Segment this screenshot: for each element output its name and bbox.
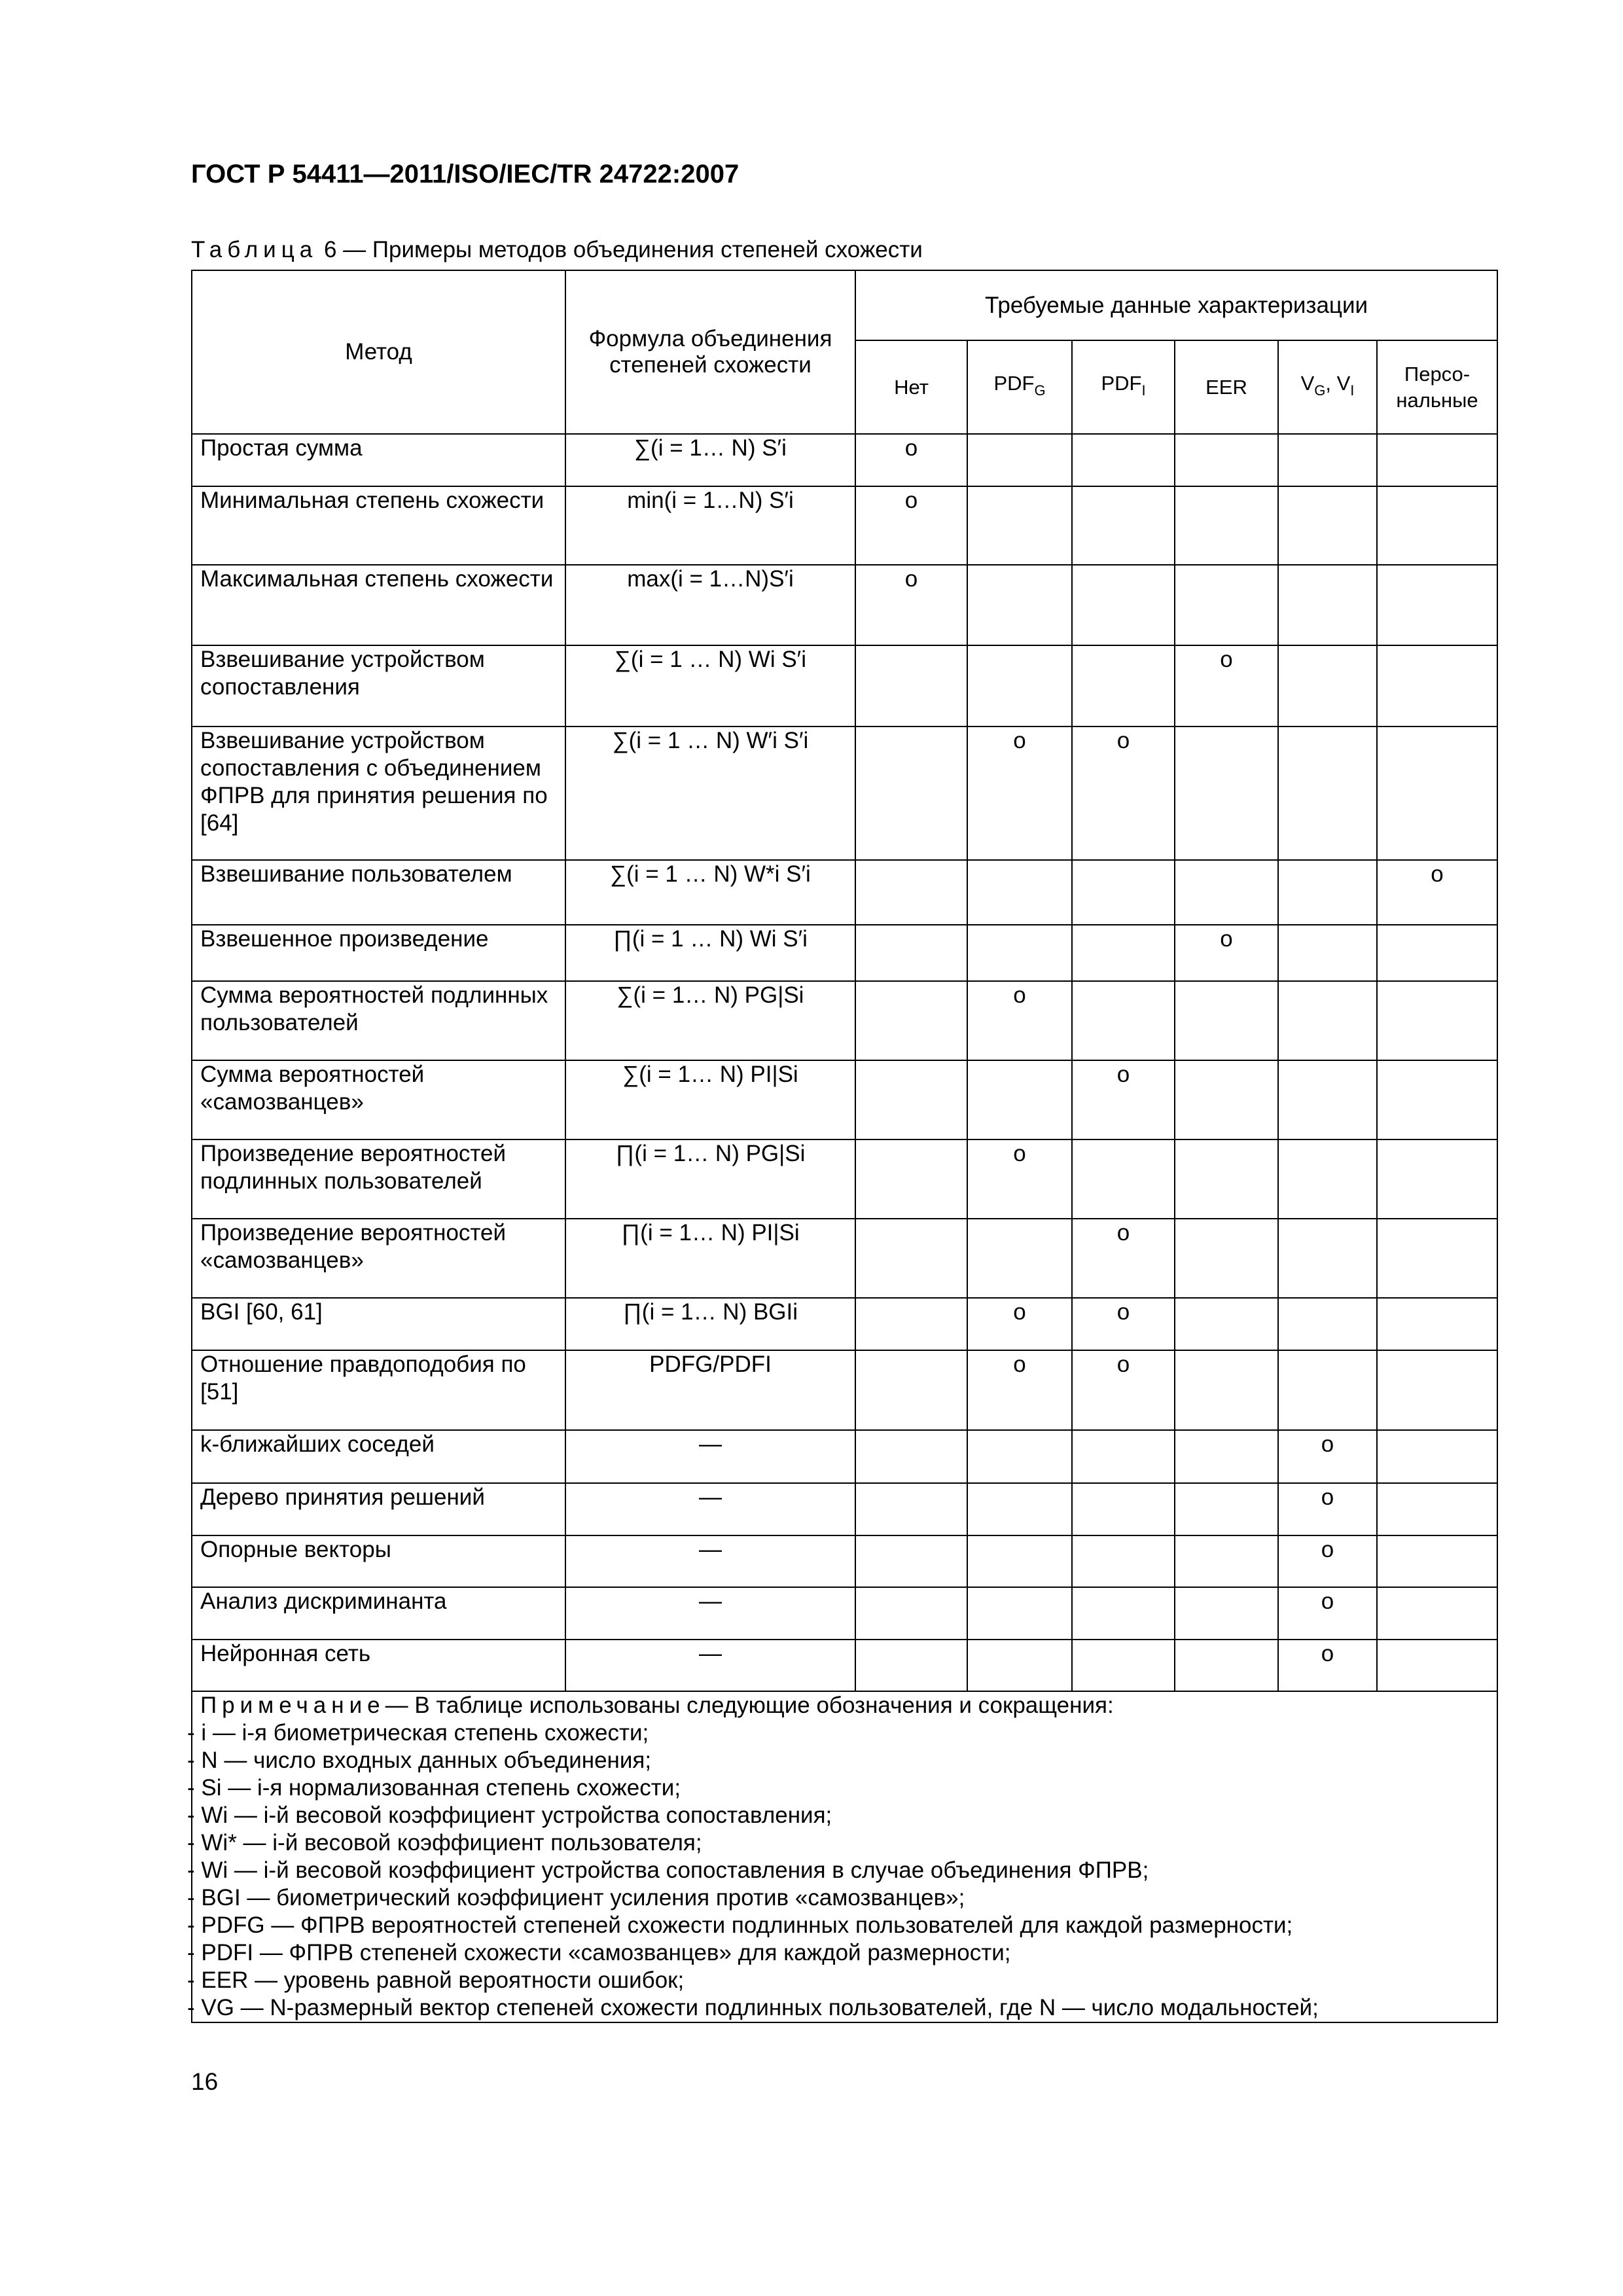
- mark-cell: [1072, 1587, 1175, 1640]
- formula-cell: max(i = 1…N)S′i: [565, 565, 855, 645]
- note-item: - Si — i-я нормализованная степень схожести;: [187, 1775, 681, 1801]
- note-item: - VG — N-размерный вектор степеней схожести подлинных пользователей, где N — число модальностей;: [187, 1995, 1319, 2020]
- mark-cell: [1072, 434, 1175, 486]
- note-intro: — В таблице использованы следующие обозначения и сокращения:: [385, 1693, 1114, 1718]
- note-list: [187, 1719, 1489, 2022]
- formula-cell: PDFG/PDFI: [565, 1350, 855, 1430]
- mark-cell: [967, 565, 1072, 645]
- table-body: [192, 434, 1497, 1691]
- table-row: [192, 1350, 1497, 1430]
- note-item: - Wi — i-й весовой коэффициент устройства сопоставления;: [187, 1803, 832, 1828]
- table-row: [192, 1139, 1497, 1219]
- method-cell: Сумма вероятностей «самозванцев»: [192, 1060, 565, 1139]
- fusion-methods-table: [187, 270, 1498, 2023]
- mark-cell: [855, 1587, 967, 1640]
- mark-cell: [1377, 1219, 1497, 1298]
- mark-cell: [1175, 1483, 1278, 1535]
- mark-cell: [1175, 565, 1278, 645]
- mark-cell: o: [1278, 1640, 1377, 1691]
- mark-cell: o: [967, 1298, 1072, 1350]
- formula-cell: ∑(i = 1 … N) W′i S′i: [565, 726, 855, 860]
- mark-cell: [967, 1219, 1072, 1298]
- note-item: - PDFI — ФПРВ степеней схожести «самозванцев» для каждой размерности;: [187, 1940, 1011, 1965]
- method-cell: Взвешенное произведение: [192, 925, 565, 981]
- method-cell: Нейронная сеть: [192, 1640, 565, 1691]
- table-row: [192, 1535, 1497, 1587]
- mark-cell: [1377, 925, 1497, 981]
- mark-cell: [967, 1060, 1072, 1139]
- mark-cell: [1072, 1535, 1175, 1587]
- table-row: [192, 1483, 1497, 1535]
- table-caption: [191, 237, 923, 263]
- table-row: [192, 486, 1497, 565]
- mark-cell: [1278, 645, 1377, 726]
- mark-cell: [1175, 1219, 1278, 1298]
- table-caption-label: Таблица: [191, 237, 318, 262]
- mark-cell: [1278, 1139, 1377, 1219]
- note-item: - BGI — биометрический коэффициент усиления против «самозванцев»;: [187, 1885, 965, 1910]
- method-cell: Анализ дискриминанта: [192, 1587, 565, 1640]
- table-row: [192, 860, 1497, 925]
- mark-cell: [1278, 1060, 1377, 1139]
- table-row: [192, 434, 1497, 486]
- mark-cell: [1175, 1060, 1278, 1139]
- column-header-pdfg: $PDF_G$: [967, 340, 1072, 434]
- table-row: [192, 645, 1497, 726]
- mark-cell: [1072, 486, 1175, 565]
- note-heading: [200, 1692, 1489, 1719]
- mark-cell: [1072, 981, 1175, 1060]
- mark-cell: [1377, 1587, 1497, 1640]
- mark-cell: [1175, 860, 1278, 925]
- column-header-method: Метод: [192, 270, 565, 434]
- mark-cell: [1175, 434, 1278, 486]
- mark-cell: [1072, 565, 1175, 645]
- method-cell: Простая сумма: [192, 434, 565, 486]
- note-item: - Wi — i-й весовой коэффициент устройства сопоставления в случае объединения ФПРВ;: [187, 1857, 1149, 1883]
- formula-cell: ∑(i = 1 … N) W*i S′i: [565, 860, 855, 925]
- mark-cell: o: [967, 1139, 1072, 1219]
- mark-cell: o: [855, 486, 967, 565]
- note-item: - i — i-я биометрическая степень схожести;: [187, 1720, 649, 1746]
- table-row: [192, 1298, 1497, 1350]
- mark-cell: [1072, 1483, 1175, 1535]
- formula-cell: —: [565, 1640, 855, 1691]
- mark-cell: [1377, 726, 1497, 860]
- mark-cell: o: [1278, 1587, 1377, 1640]
- formula-cell: ∏(i = 1… N) PI|Si: [565, 1219, 855, 1298]
- mark-cell: [855, 1483, 967, 1535]
- mark-cell: o: [967, 1350, 1072, 1430]
- mark-cell: [967, 1430, 1072, 1483]
- mark-cell: [1377, 1139, 1497, 1219]
- mark-cell: o: [1175, 645, 1278, 726]
- method-cell: BGI [60, 61]: [192, 1298, 565, 1350]
- table-row: [192, 1640, 1497, 1691]
- formula-cell: ∏(i = 1 … N) Wi S′i: [565, 925, 855, 981]
- mark-cell: [967, 860, 1072, 925]
- column-header-vg-vi: $V_G$, $V_I$: [1278, 340, 1377, 434]
- mark-cell: [967, 925, 1072, 981]
- mark-cell: [855, 860, 967, 925]
- mark-cell: [855, 1535, 967, 1587]
- method-cell: Отношение правдоподобия по [51]: [192, 1350, 565, 1430]
- mark-cell: [855, 925, 967, 981]
- mark-cell: [1175, 486, 1278, 565]
- mark-cell: o: [855, 565, 967, 645]
- mark-cell: [1377, 486, 1497, 565]
- mark-cell: [1377, 434, 1497, 486]
- mark-cell: [1377, 1060, 1497, 1139]
- mark-cell: o: [1278, 1483, 1377, 1535]
- method-cell: Дерево принятия решений: [192, 1483, 565, 1535]
- column-header-none: Нет: [855, 340, 967, 434]
- formula-cell: ∑(i = 1… N) PG|Si: [565, 981, 855, 1060]
- mark-cell: [967, 434, 1072, 486]
- formula-cell: ∑(i = 1… N) PI|Si: [565, 1060, 855, 1139]
- mark-cell: [1377, 1640, 1497, 1691]
- note-label: Примечание: [200, 1693, 385, 1718]
- method-cell: Минимальная степень схожести: [192, 486, 565, 565]
- mark-cell: [855, 726, 967, 860]
- formula-cell: ∑(i = 1 … N) Wi S′i: [565, 645, 855, 726]
- mark-cell: [855, 1430, 967, 1483]
- mark-cell: [1072, 925, 1175, 981]
- formula-cell: ∏(i = 1… N) PG|Si: [565, 1139, 855, 1219]
- mark-cell: o: [1175, 925, 1278, 981]
- table-row: [192, 1219, 1497, 1298]
- mark-cell: [1175, 726, 1278, 860]
- mark-cell: [967, 1483, 1072, 1535]
- column-header-required-data: Требуемые данные характеризации: [855, 270, 1497, 340]
- mark-cell: o: [1377, 860, 1497, 925]
- table-note: [187, 1691, 1497, 2022]
- mark-cell: [1072, 1430, 1175, 1483]
- mark-cell: [1072, 860, 1175, 925]
- formula-cell: ∑(i = 1… N) S′i: [565, 434, 855, 486]
- table-row: [192, 1430, 1497, 1483]
- mark-cell: [1377, 1483, 1497, 1535]
- formula-cell: —: [565, 1535, 855, 1587]
- table-row: [192, 1060, 1497, 1139]
- method-cell: Произведение вероятностей «самозванцев»: [192, 1219, 565, 1298]
- mark-cell: o: [1072, 1219, 1175, 1298]
- mark-cell: [1278, 860, 1377, 925]
- document-header: ГОСТ Р 54411—2011/ISO/IEC/TR 24722:2007: [191, 160, 740, 188]
- column-header-formula: Формула объединения степеней схожести: [565, 270, 855, 434]
- mark-cell: [855, 1139, 967, 1219]
- method-cell: Произведение вероятностей подлинных пользователей: [192, 1139, 565, 1219]
- method-cell: Максимальная степень схожести: [192, 565, 565, 645]
- mark-cell: [1175, 1640, 1278, 1691]
- formula-cell: min(i = 1…N) S′i: [565, 486, 855, 565]
- mark-cell: [1072, 1640, 1175, 1691]
- mark-cell: [1175, 1587, 1278, 1640]
- mark-cell: [1175, 981, 1278, 1060]
- mark-cell: [1377, 981, 1497, 1060]
- mark-cell: [1175, 1535, 1278, 1587]
- mark-cell: [1377, 565, 1497, 645]
- mark-cell: [1278, 434, 1377, 486]
- formula-cell: —: [565, 1430, 855, 1483]
- table-caption-text: 6 — Примеры методов объединения степеней схожести: [323, 237, 923, 262]
- mark-cell: [1377, 1350, 1497, 1430]
- mark-cell: [967, 486, 1072, 565]
- mark-cell: o: [967, 981, 1072, 1060]
- table-row: [192, 925, 1497, 981]
- mark-cell: [855, 1350, 967, 1430]
- mark-cell: [855, 981, 967, 1060]
- table-row: [192, 565, 1497, 645]
- mark-cell: [1175, 1139, 1278, 1219]
- mark-cell: [1278, 565, 1377, 645]
- mark-cell: [1278, 1219, 1377, 1298]
- mark-cell: [1278, 726, 1377, 860]
- method-cell: Взвешивание устройством сопоставления: [192, 645, 565, 726]
- mark-cell: [1377, 1535, 1497, 1587]
- page-number: 16: [191, 2068, 219, 2095]
- note-item: - EER — уровень равной вероятности ошибок;: [187, 1967, 685, 1993]
- mark-cell: [855, 1298, 967, 1350]
- method-cell: Сумма вероятностей подлинных пользователей: [192, 981, 565, 1060]
- note-item: - PDFG — ФПРВ вероятностей степеней схожести подлинных пользователей для каждой размерности;: [187, 1912, 1293, 1938]
- mark-cell: [967, 1535, 1072, 1587]
- mark-cell: [1278, 1298, 1377, 1350]
- mark-cell: o: [1072, 1350, 1175, 1430]
- mark-cell: [1072, 1139, 1175, 1219]
- method-cell: k-ближайших соседей: [192, 1430, 565, 1483]
- note-item: - Wi* — i-й весовой коэффициент пользователя;: [187, 1830, 702, 1856]
- mark-cell: o: [855, 434, 967, 486]
- method-cell: Опорные векторы: [192, 1535, 565, 1587]
- mark-cell: [1278, 1350, 1377, 1430]
- mark-cell: [967, 1587, 1072, 1640]
- mark-cell: [1072, 645, 1175, 726]
- mark-cell: [1278, 925, 1377, 981]
- note-item: - N — число входных данных объединения;: [187, 1748, 652, 1773]
- formula-cell: —: [565, 1483, 855, 1535]
- mark-cell: [1278, 981, 1377, 1060]
- mark-cell: o: [1278, 1430, 1377, 1483]
- mark-cell: [1377, 1430, 1497, 1483]
- mark-cell: [1175, 1430, 1278, 1483]
- mark-cell: [855, 1060, 967, 1139]
- mark-cell: o: [1072, 1060, 1175, 1139]
- mark-cell: [855, 1219, 967, 1298]
- mark-cell: [1175, 1298, 1278, 1350]
- column-header-eer: EER: [1175, 340, 1278, 434]
- formula-cell: —: [565, 1587, 855, 1640]
- column-header-personal: Персо-нальные: [1377, 340, 1497, 434]
- mark-cell: [967, 645, 1072, 726]
- mark-cell: o: [967, 726, 1072, 860]
- mark-cell: [855, 645, 967, 726]
- mark-cell: [855, 1640, 967, 1691]
- mark-cell: [967, 1640, 1072, 1691]
- column-header-pdfi: $PDF_I$: [1072, 340, 1175, 434]
- mark-cell: o: [1072, 726, 1175, 860]
- method-cell: Взвешивание пользователем: [192, 860, 565, 925]
- mark-cell: [1377, 1298, 1497, 1350]
- mark-cell: [1175, 1350, 1278, 1430]
- mark-cell: [1377, 645, 1497, 726]
- table-row: [192, 1587, 1497, 1640]
- table-row: [192, 726, 1497, 860]
- method-cell: Взвешивание устройством сопоставления с объединением ФПРВ для принятия решения по [64]: [192, 726, 565, 860]
- formula-cell: ∏(i = 1… N) BGIi: [565, 1298, 855, 1350]
- mark-cell: o: [1278, 1535, 1377, 1587]
- table-row: [192, 981, 1497, 1060]
- mark-cell: o: [1072, 1298, 1175, 1350]
- mark-cell: [1278, 486, 1377, 565]
